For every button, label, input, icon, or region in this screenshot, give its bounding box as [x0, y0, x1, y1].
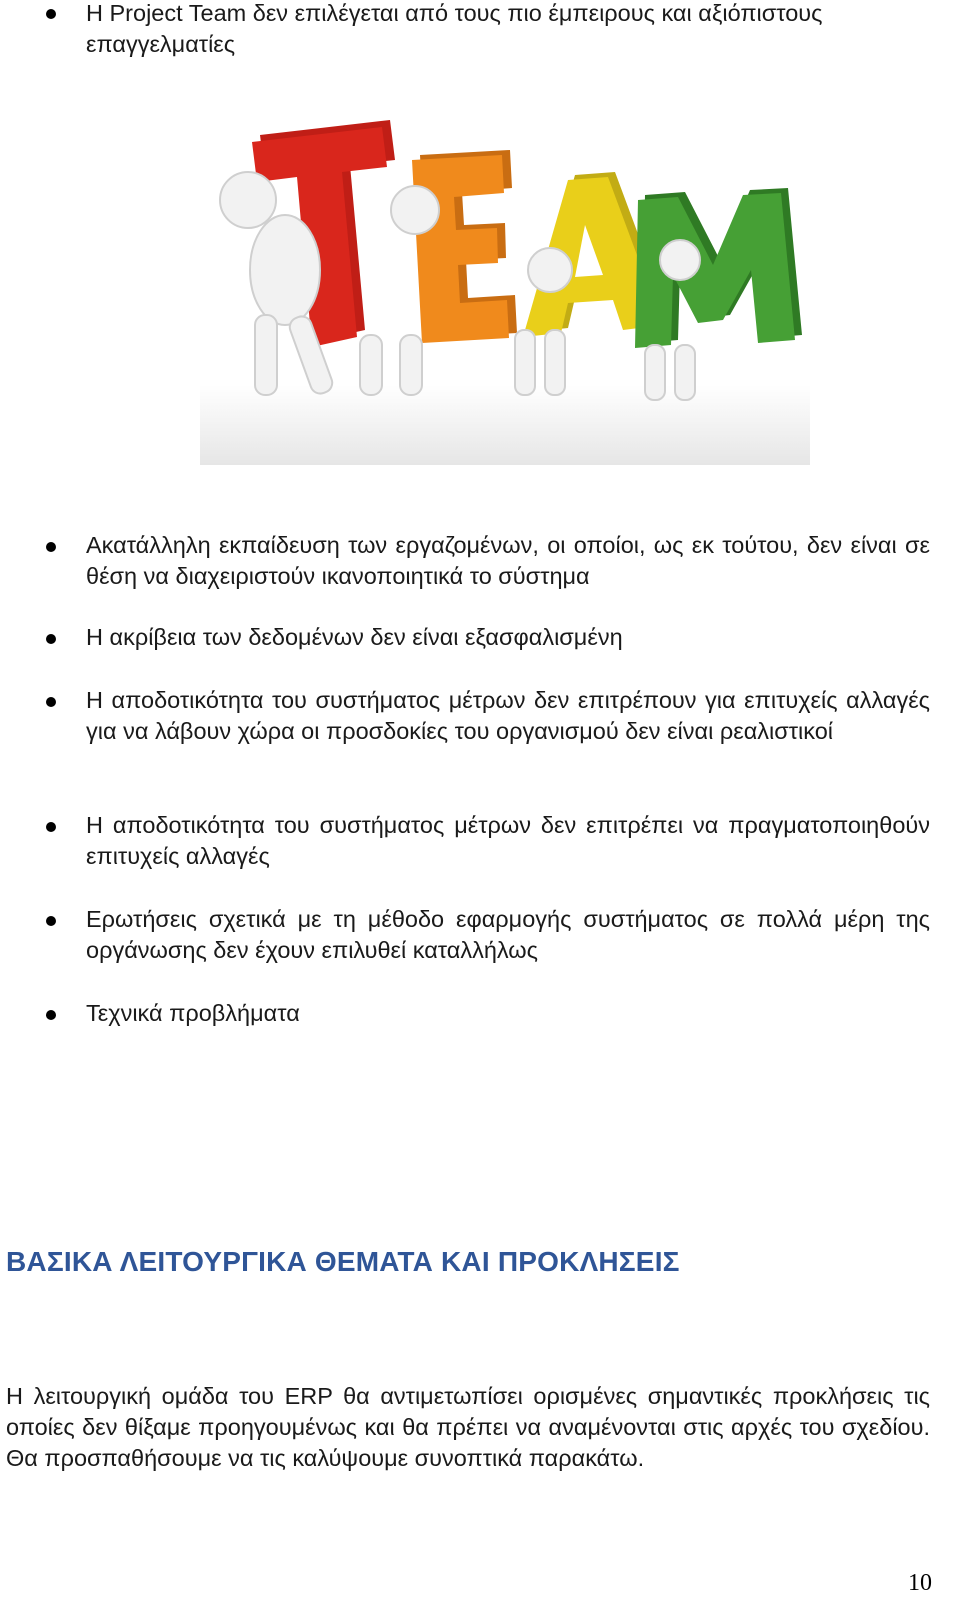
list-item	[0, 685, 960, 781]
section-heading: ΒΑΣΙΚΑ ΛΕΙΤΟΥΡΓΙΚΑ ΘΕΜΑΤΑ ΚΑΙ ΠΡΟΚΛΗΣΕΙΣ	[6, 1246, 680, 1277]
list-item-text: Η αποδοτικότητα του συστήματος μέτρων δεν επιτρέπει να πραγματοποιηθούν επιτυχείς αλλαγές	[86, 812, 930, 869]
list-item	[0, 998, 960, 1032]
bullet-icon	[46, 634, 56, 644]
list-item-text: Η αποδοτικότητα του συστήματος μέτρων δεν επιτρέπουν για επιτυχείς αλλαγές για να λάβουν χώρα οι προσδοκίες του οργανισμού δεν είναι ρεαλιστικοί	[86, 687, 930, 744]
bullet-icon	[46, 1010, 56, 1020]
list-item	[0, 904, 960, 968]
list-item-text: Τεχνικά προβλήματα	[86, 1000, 300, 1026]
bullet-icon	[46, 822, 56, 832]
bullet-icon	[46, 916, 56, 926]
letter-e	[412, 150, 517, 343]
list-item	[0, 0, 960, 64]
list-item-text: Η ακρίβεια των δεδομένων δεν είναι εξασφαλισμένη	[86, 624, 623, 650]
letter-m	[635, 188, 802, 348]
list-item-text: Η Project Team δεν επιλέγεται από τους πιο έμπειρους και αξιόπιστους επαγγελματίες	[86, 0, 823, 57]
bullet-icon	[46, 697, 56, 707]
list-item	[0, 530, 960, 594]
list-item-text: Ακατάλληλη εκπαίδευση των εργαζομένων, οι οποίοι, ως εκ τούτου, δεν είναι σε θέση να διαχειριστούν ικανοποιητικά το σύστημα	[86, 532, 930, 589]
list-item	[0, 622, 960, 656]
bullet-icon	[46, 542, 56, 552]
bullet-icon	[46, 9, 56, 19]
list-item	[0, 810, 960, 874]
team-illustration	[190, 100, 820, 470]
body-paragraph: Η λειτουργική ομάδα του ERP θα αντιμετωπίσει ορισμένες σημαντικές προκλήσεις τις οποίες δεν θίξαμε προηγουμένως και θα πρέπει να αναμένονται στις αρχές του σχεδίου. Θα προσπαθήσουμε να τις καλύψουμε συνοπτικά παρακάτω.	[6, 1383, 930, 1471]
list-item-text: Ερωτήσεις σχετικά με τη μέθοδο εφαρμογής συστήματος σε πολλά μέρη της οργάνωσης δεν έχουν επιλυθεί καταλλήλως	[86, 906, 930, 963]
floor-shadow	[200, 385, 810, 465]
page-number: 10	[908, 1570, 932, 1596]
